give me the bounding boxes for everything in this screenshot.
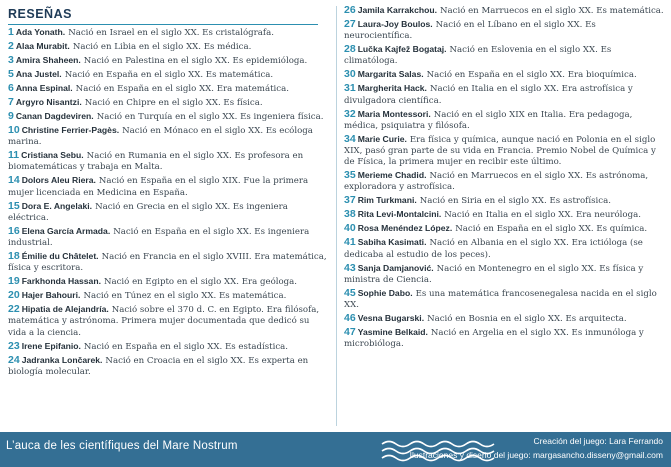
entry-number: 32 <box>344 107 356 120</box>
entry-number: 6 <box>8 82 14 94</box>
entry-number: 2 <box>8 40 14 52</box>
scientist-name: Lučka Kajfež Bogataj. <box>357 44 447 55</box>
review-entry <box>8 355 328 378</box>
review-entry <box>8 341 328 353</box>
entry-description: Nació en Mónaco en el siglo XX. Es ecóloga marina. <box>8 126 313 148</box>
review-entry <box>8 55 328 67</box>
scientist-name: Vesna Bugarski. <box>357 313 425 324</box>
review-entry <box>344 288 664 311</box>
review-entry <box>8 125 328 148</box>
entry-description: Nació en Palestina en el siglo XX. Es epidemióloga. <box>83 56 308 66</box>
left-column <box>8 27 328 380</box>
entry-number: 3 <box>8 54 14 66</box>
scientist-name: Dolors Aleu Riera. <box>21 175 96 186</box>
entry-number: 9 <box>8 110 14 122</box>
review-entry <box>8 226 328 249</box>
entry-description: Nació en Montenegro en el siglo XX. Es física y ministra de Ciencia. <box>344 263 644 285</box>
scientist-name: Dora E. Angelaki. <box>21 200 93 211</box>
scientist-name: Anna Espinal. <box>15 83 73 93</box>
entry-number: 23 <box>8 339 20 352</box>
scientist-name: Margherita Hack. <box>357 83 427 94</box>
scientist-name: Cristiana Sebu. <box>21 150 84 161</box>
entry-number: 18 <box>8 250 20 263</box>
scientist-name: Argyro Nisantzi. <box>15 97 82 107</box>
entry-description: Nació en España en el siglo XX. Era matemática. <box>75 84 289 94</box>
review-entry <box>8 276 328 288</box>
entry-description: Nació en España en el siglo XX. Es química. <box>455 224 648 235</box>
entry-description: Nació en Argelia en el siglo XX. Es inmunóloga y microbióloga. <box>344 328 644 350</box>
scientist-name: Sanja Damjanović. <box>357 262 434 273</box>
entry-description: Nació en Albania en el siglo XX. Era ictióloga (se dedicaba al estudio de los peces). <box>344 238 643 260</box>
entry-number: 43 <box>344 261 356 274</box>
scientist-name: Alaa Murabit. <box>15 41 70 51</box>
review-entry <box>344 170 664 193</box>
scientist-name: Rosa Menéndez López. <box>357 223 453 234</box>
entry-number: 10 <box>8 124 20 136</box>
scientist-name: Christine Ferrier-Pagès. <box>21 125 120 135</box>
review-entry <box>344 134 664 169</box>
entry-description: Nació en España en el siglo XX. Era bioquímica. <box>426 70 637 81</box>
review-entry <box>344 237 664 260</box>
scientist-name: Hajer Bahouri. <box>21 290 81 301</box>
review-entry <box>344 19 664 42</box>
scientist-name: Elena García Armada. <box>21 225 111 236</box>
entry-description: Nació en el Líbano en el siglo XX. Es neurocientífica. <box>344 20 596 42</box>
review-entry <box>344 69 664 81</box>
scientist-name: Yasmine Belkaid. <box>357 327 428 338</box>
entry-number: 45 <box>344 286 356 299</box>
entry-description: Era física y química, aunque nació en Polonia en el siglo XIX, pasó gran parte de su vida en Francia. Premio Nobel de Química y de Física, la primera mujer en recibir este último. <box>344 134 656 168</box>
entry-description: Nació en Bosnia en el siglo XX. Es arquitecta. <box>427 314 627 325</box>
entry-number: 46 <box>344 312 356 325</box>
entry-number: 19 <box>8 275 20 288</box>
entry-number: 34 <box>344 132 356 145</box>
entry-description: Nació en Egipto en el siglo XX. Era geóloga. <box>103 277 298 288</box>
entry-description: Nació en España en el siglo XX. Es estadística. <box>83 341 289 352</box>
entry-description: Nació en Grecia en el siglo XX. Es ingeniera eléctrica. <box>8 201 288 223</box>
scientist-name: Amira Shaheen. <box>15 55 81 65</box>
scientist-name: Ana Justel. <box>15 69 62 79</box>
review-entry <box>344 263 664 286</box>
illustration-credit: Ilustraciones y diseño del juego: margasancho.disseny@gmail.com <box>409 450 663 460</box>
review-entry <box>344 223 664 235</box>
footer-bar <box>0 432 671 467</box>
entry-number: 24 <box>8 353 20 366</box>
review-entry <box>8 41 328 53</box>
scientist-name: Marie Curie. <box>357 133 407 144</box>
section-heading: RESEÑAS <box>8 7 72 21</box>
scientist-name: Maria Montessori. <box>357 108 431 119</box>
entry-number: 26 <box>344 4 356 16</box>
entry-number: 38 <box>344 208 356 221</box>
scientist-name: Rim Turkmani. <box>357 195 417 206</box>
entry-number: 28 <box>344 43 356 56</box>
entry-description: Nació en Rumania en el siglo XX. Es profesora en biomatemáticas y trabaja en Malta. <box>8 151 304 173</box>
scientist-name: Émilie du Châtelet. <box>21 251 99 262</box>
scientist-name: Jadranka Lončarek. <box>21 354 103 365</box>
entry-description: Nació en Marruecos en el siglo XX. Es matemática. <box>439 6 664 16</box>
scientist-name: Sabiha Kasimati. <box>357 237 427 248</box>
scientist-name: Hipatia de Alejandría. <box>21 304 109 315</box>
review-entry <box>8 69 328 81</box>
entry-description: Nació en Israel en el siglo XX. Es cristalógrafa. <box>68 28 274 38</box>
entry-number: 14 <box>8 174 20 187</box>
entry-description: Nació en Italia en el siglo XX. Era astrofísica y divulgadora científica. <box>344 84 633 106</box>
entry-number: 1 <box>8 26 14 38</box>
entry-description: Nació en Libia en el siglo XX. Es médica. <box>72 42 252 52</box>
review-entry <box>8 27 328 39</box>
entry-number: 41 <box>344 236 356 249</box>
review-entry <box>344 109 664 132</box>
review-entry <box>8 251 328 274</box>
entry-number: 11 <box>8 149 20 162</box>
entry-description: Nació en España en el siglo XIX. Fue la primera mujer licenciada en Medicina en España. <box>8 176 309 198</box>
scientist-name: Laura-Joy Boulos. <box>357 19 433 29</box>
review-entry <box>344 327 664 350</box>
entry-number: 20 <box>8 289 20 302</box>
review-entry <box>344 5 664 17</box>
review-entry <box>8 150 328 173</box>
scientist-name: Jamila Karrakchou. <box>357 5 437 15</box>
entry-number: 37 <box>344 194 356 207</box>
scientist-name: Sophie Dabo. <box>357 287 413 298</box>
heading-rule <box>8 24 318 25</box>
review-entry <box>344 209 664 221</box>
entry-number: 35 <box>344 169 356 182</box>
review-entry <box>8 201 328 224</box>
game-title: L’auca de les científiques del Mare Nostrum <box>6 440 238 452</box>
entry-description: Nació en el siglo XIX en Italia. Era pedagoga, médica, psiquiatra y filósofa. <box>344 109 633 131</box>
review-entry <box>344 195 664 207</box>
entry-number: 7 <box>8 96 14 108</box>
entry-description: Nació en Chipre en el siglo XX. Es física. <box>84 98 263 108</box>
entry-description: Nació en Eslovenia en el siglo XX. Es climatóloga. <box>344 45 612 67</box>
entry-description: Nació en España en el siglo XX. Es matemática. <box>64 70 274 80</box>
entry-number: 30 <box>344 68 356 81</box>
entry-number: 15 <box>8 199 20 212</box>
entry-number: 31 <box>344 82 356 95</box>
review-entry <box>8 304 328 339</box>
entry-description: Nació en Italia en el siglo XX. Era neuróloga. <box>444 210 641 221</box>
entry-description: Es una matemática francosenegalesa nacida en el siglo XX. <box>344 288 657 311</box>
review-entry <box>8 290 328 302</box>
entry-description: Nació en Marruecos en el siglo XX. Es astrónoma, exploradora y astrofísica. <box>344 171 649 193</box>
review-entry <box>344 313 664 325</box>
entry-description: Nació en Francia en el siglo XVIII. Era matemática, física y escritora. <box>8 252 327 274</box>
entry-description: Nació sobre el 370 d. C. en Egipto. Era filósofa, matemática y astrónoma. Primera mujer documentada que dedicó su vida a la ciencia. <box>8 305 320 338</box>
review-entry <box>8 97 328 109</box>
entry-number: 47 <box>344 326 356 339</box>
review-entry <box>8 175 328 198</box>
entry-description: Nació en España en el siglo XX. Es ingeniera industrial. <box>8 226 310 249</box>
scientist-name: Irene Epifanio. <box>21 340 81 351</box>
game-credit: Creación del juego: Lara Ferrando <box>533 436 663 446</box>
scientist-name: Merieme Chadid. <box>357 170 427 181</box>
entry-description: Nació en Croacia en el siglo XX. Es experta en biología molecular. <box>8 355 309 377</box>
entry-number: 5 <box>8 68 14 80</box>
scientist-name: Margarita Salas. <box>357 69 424 80</box>
review-entry <box>344 83 664 106</box>
right-column <box>344 5 664 352</box>
entry-description: Nació en Turquía en el siglo XX. Es ingeniera física. <box>96 112 324 122</box>
entry-number: 40 <box>344 222 356 235</box>
review-entry <box>344 44 664 67</box>
scientist-name: Canan Dagdeviren. <box>15 111 94 121</box>
review-entry <box>8 111 328 123</box>
entry-number: 16 <box>8 224 20 237</box>
scientist-name: Rita Levi-Montalcini. <box>357 209 442 220</box>
scientist-name: Ada Yonath. <box>15 27 66 37</box>
entry-description: Nació en Siria en el siglo XX. Es astrofísica. <box>419 196 611 207</box>
entry-number: 27 <box>344 18 356 30</box>
review-entry <box>8 83 328 95</box>
entry-number: 22 <box>8 303 20 316</box>
scientist-name: Farkhonda Hassan. <box>21 276 101 287</box>
column-divider <box>336 6 337 426</box>
entry-description: Nació en Túnez en el siglo XX. Es matemática. <box>83 291 287 302</box>
